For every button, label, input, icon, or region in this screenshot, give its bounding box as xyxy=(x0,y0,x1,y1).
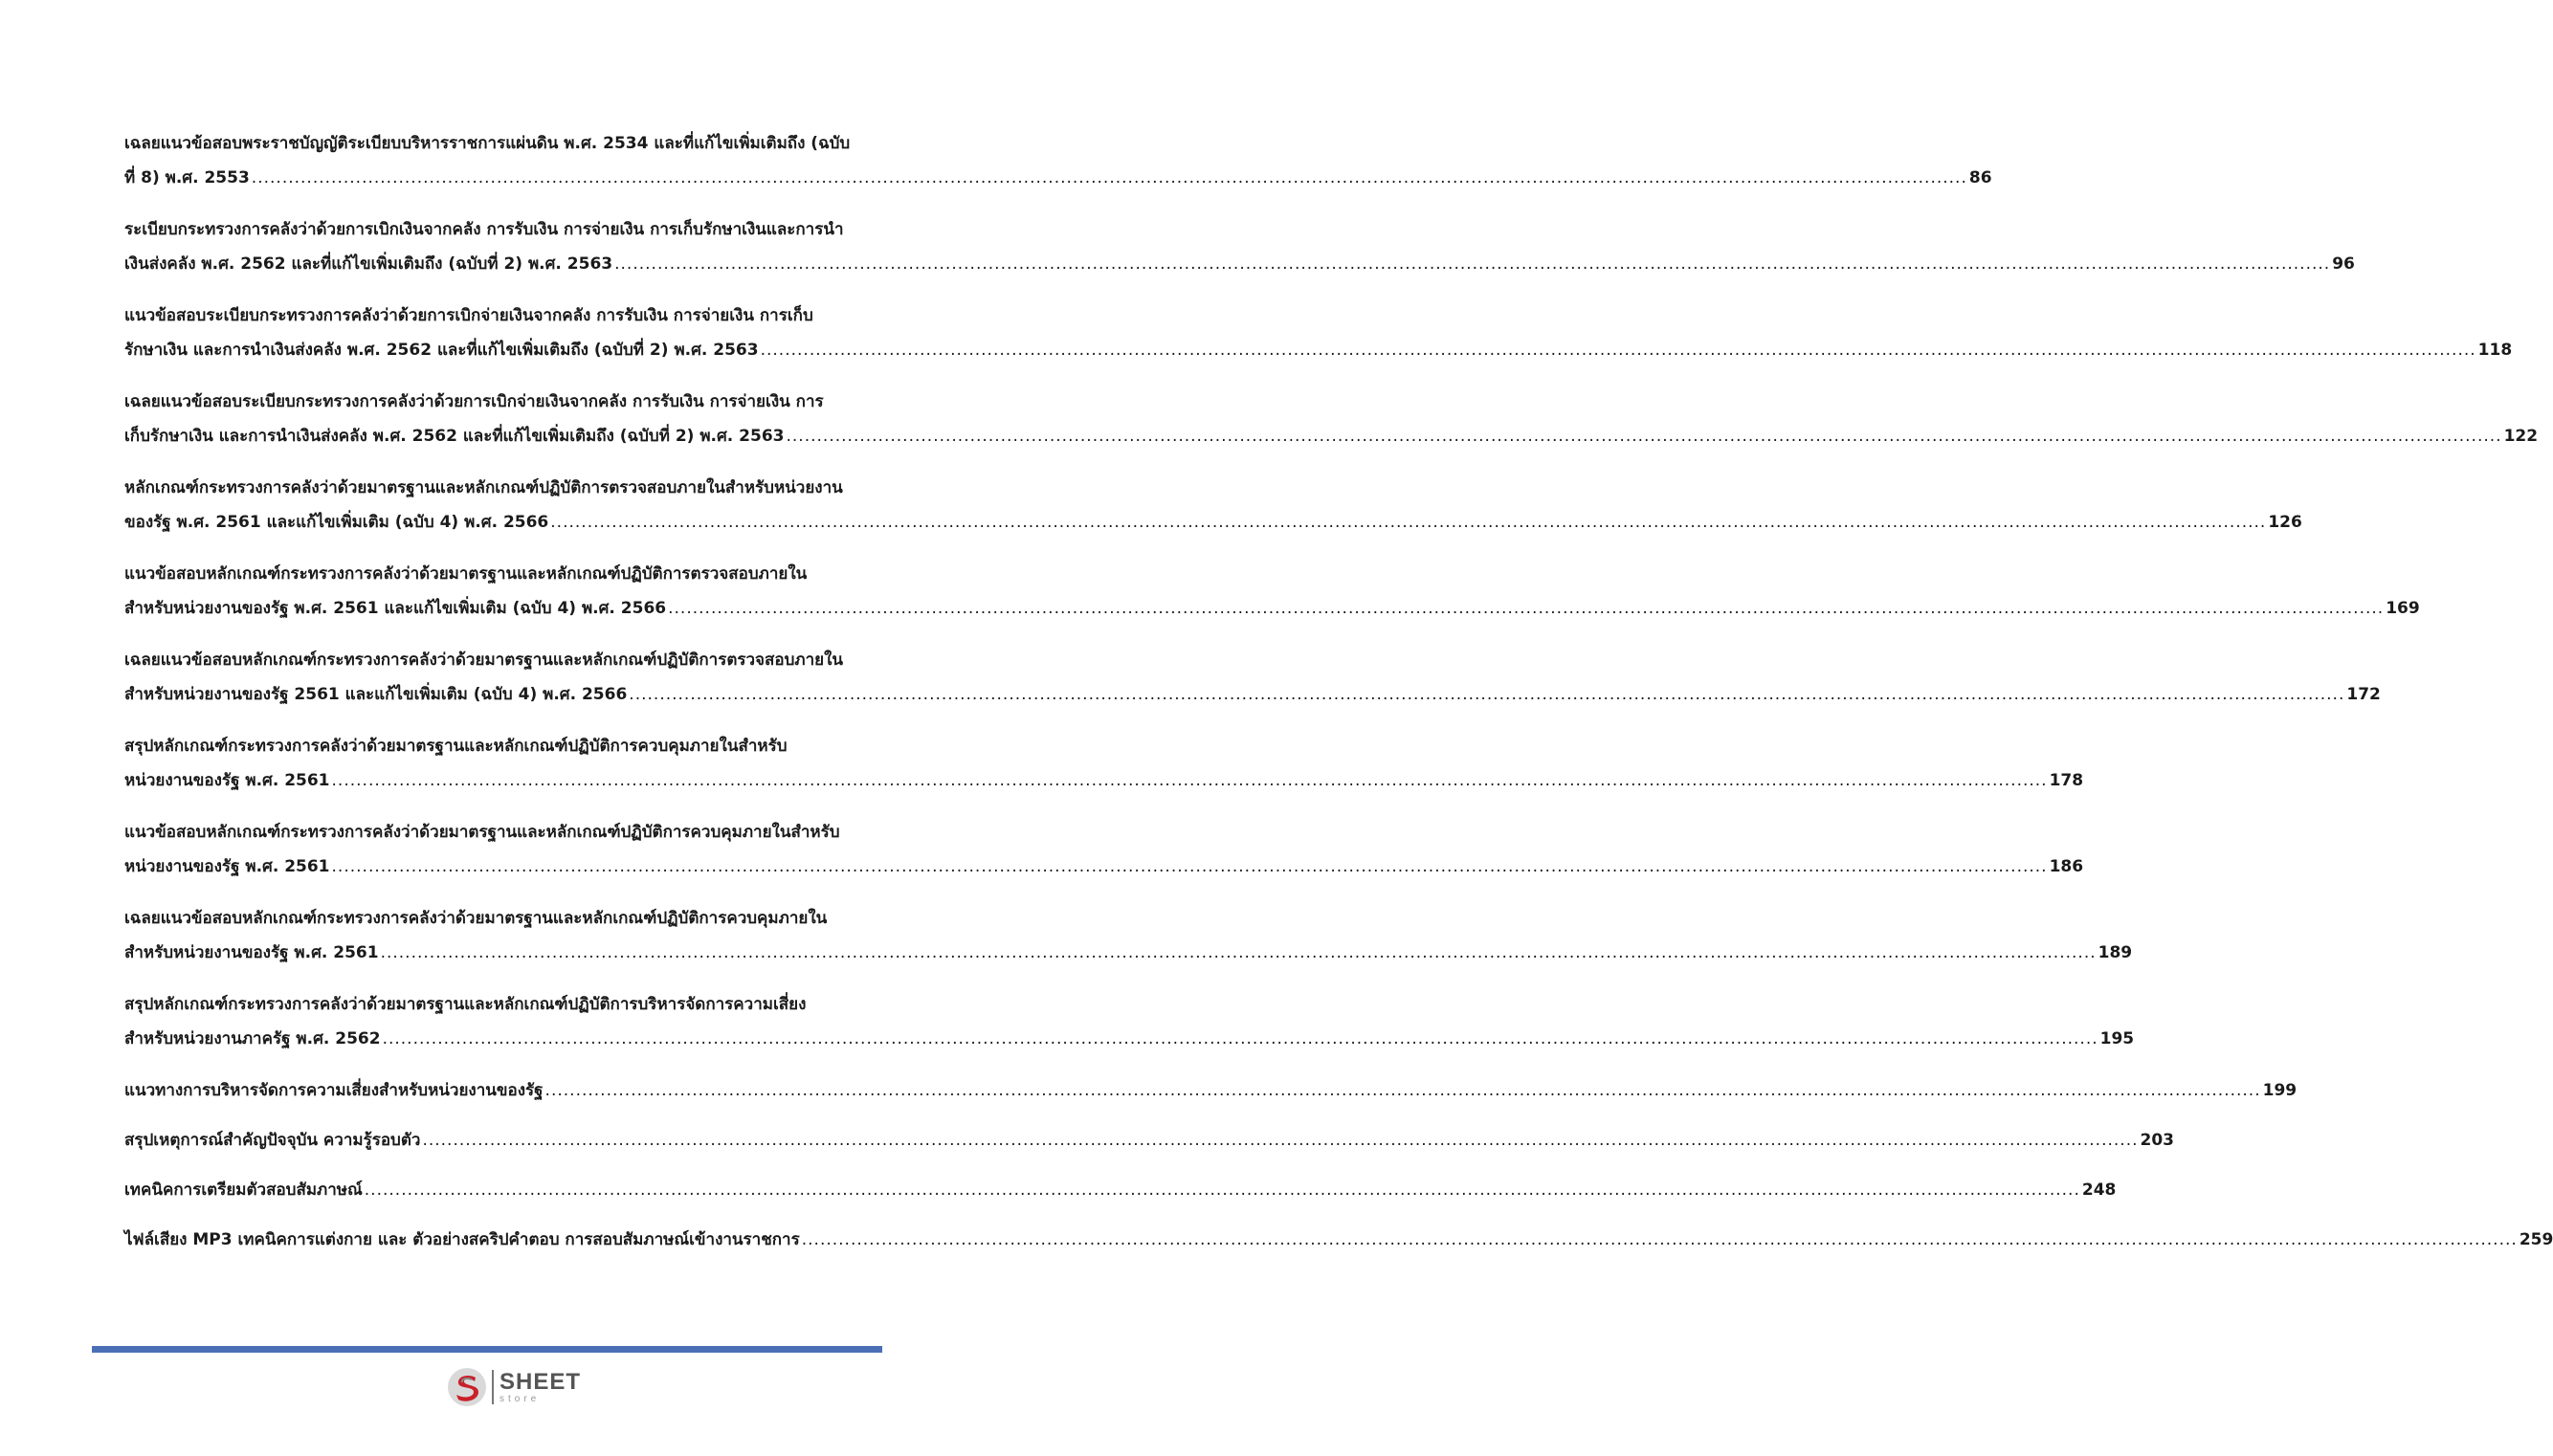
dot-leader xyxy=(761,333,2476,367)
sheet-store-s-logo-icon xyxy=(446,1366,488,1408)
dot-leader xyxy=(252,161,1967,195)
toc-entry-title-line1: ระเบียบกระทรวงการคลังว่าด้วยการเบิกเงินจากคลัง การรับเงิน การจ่ายเงิน การเก็บรักษาเงินและการนำ xyxy=(124,220,844,239)
toc-page-number: 96 xyxy=(2332,254,2355,274)
dot-leader xyxy=(365,1173,2080,1207)
toc-entry[interactable] xyxy=(124,901,2133,970)
dot-leader xyxy=(802,1223,2518,1257)
toc-entry-title: แนวทางการบริหารจัดการความเสี่ยงสำหรับหน่วยงานของรัฐ xyxy=(124,1081,544,1100)
toc-page-number: 86 xyxy=(1968,168,1992,188)
toc-entry[interactable] xyxy=(124,729,2084,798)
toc-page-number: 178 xyxy=(2049,771,2084,790)
dot-leader xyxy=(550,505,2266,540)
toc-entry[interactable] xyxy=(124,815,2084,884)
toc-page-number: 172 xyxy=(2346,685,2381,704)
toc-entry-title-line1: สรุปหลักเกณฑ์กระทรวงการคลังว่าด้วยมาตรฐานและหลักเกณฑ์ปฏิบัติการบริหารจัดการความเสี่ยง xyxy=(124,995,807,1014)
toc-entry[interactable] xyxy=(124,471,2302,540)
logo-separator xyxy=(492,1370,494,1404)
toc-page-number: 199 xyxy=(2262,1081,2298,1100)
toc-entry-title-line1: เฉลยแนวข้อสอบพระราชบัญญัติระเบียบบริหารราชการแผ่นดิน พ.ศ. 2534 และที่แก้ไขเพิ่มเติมถึง (ฉบับ xyxy=(124,134,851,153)
toc-entry[interactable] xyxy=(124,385,2539,453)
footer-rule xyxy=(92,1346,882,1353)
toc-entry-title-line1: เฉลยแนวข้อสอบหลักเกณฑ์กระทรวงการคลังว่าด้วยมาตรฐานและหลักเกณฑ์ปฏิบัติการตรวจสอบภายใน xyxy=(124,651,844,670)
dot-leader xyxy=(381,936,2097,970)
toc-entry-title-line2: หน่วยงานของรัฐ พ.ศ. 2561 xyxy=(124,771,330,790)
toc-entry-title-line2: ของรัฐ พ.ศ. 2561 และแก้ไขเพิ่มเติม (ฉบับ 4) พ.ศ. 2566 xyxy=(124,513,549,532)
toc-page-number: 118 xyxy=(2477,341,2513,360)
dot-leader xyxy=(614,247,2330,281)
dot-leader xyxy=(787,419,2502,453)
toc-entry-title: เทคนิคการเตรียมตัวสอบสัมภาษณ์ xyxy=(124,1180,363,1200)
toc-entry-title-line1: แนวข้อสอบหลักเกณฑ์กระทรวงการคลังว่าด้วยมาตรฐานและหลักเกณฑ์ปฏิบัติการตรวจสอบภายใน xyxy=(124,564,808,584)
toc-page-number: 248 xyxy=(2081,1180,2117,1200)
toc-entry-title-line1: แนวข้อสอบระเบียบกระทรวงการคลังว่าด้วยการเบิกจ่ายเงินจากคลัง การรับเงิน การจ่ายเงิน การเก็บ xyxy=(124,306,813,325)
dot-leader xyxy=(629,677,2344,712)
toc-entry-title-line2: รักษาเงิน และการนำเงินส่งคลัง พ.ศ. 2562 และที่แก้ไขเพิ่มเติมถึง (ฉบับที่ 2) พ.ศ. 2563 xyxy=(124,341,759,360)
toc-entry-title-line2: เก็บรักษาเงิน และการนำเงินส่งคลัง พ.ศ. 2562 และที่แก้ไขเพิ่มเติมถึง (ฉบับที่ 2) พ.ศ. 2563 xyxy=(124,427,785,446)
dot-leader xyxy=(422,1123,2138,1158)
toc-entry-title: สรุปเหตุการณ์สำคัญปัจจุบัน ความรู้รอบตัว xyxy=(124,1131,421,1150)
toc-page-number: 203 xyxy=(2140,1131,2175,1150)
toc-entry[interactable] xyxy=(124,1073,2298,1108)
toc-entry[interactable] xyxy=(124,1223,2553,1257)
dot-leader xyxy=(383,1022,2098,1056)
toc-entry-title-line2: หน่วยงานของรัฐ พ.ศ. 2561 xyxy=(124,857,330,876)
toc-entry-title-line2: สำหรับหน่วยงานของรัฐ พ.ศ. 2561 xyxy=(124,943,379,962)
toc-page-number: 122 xyxy=(2503,427,2539,446)
dot-leader xyxy=(668,591,2384,626)
toc-entry-title-line2: สำหรับหน่วยงานของรัฐ พ.ศ. 2561 และแก้ไขเพิ่มเติม (ฉบับ 4) พ.ศ. 2566 xyxy=(124,599,667,618)
dot-leader xyxy=(332,763,2048,798)
toc-entry[interactable] xyxy=(124,298,2513,367)
toc-entry-title-line1: เฉลยแนวข้อสอบระเบียบกระทรวงการคลังว่าด้วยการเบิกจ่ายเงินจากคลัง การรับเงิน การจ่ายเงิน การ xyxy=(124,392,824,411)
toc-page-number: 259 xyxy=(2519,1230,2553,1249)
toc-entry[interactable] xyxy=(124,557,2420,626)
toc-entry-title: ไฟล์เสียง MP3 เทคนิคการแต่งกาย และ ตัวอย่างสคริปคำตอบ การสอบสัมภาษณ์เข้างานราชการ xyxy=(124,1230,800,1249)
logo-text xyxy=(500,1368,582,1404)
toc-page-number: 186 xyxy=(2049,857,2084,876)
toc-entry-title-line2: สำหรับหน่วยงานของรัฐ 2561 และแก้ไขเพิ่มเติม (ฉบับ 4) พ.ศ. 2566 xyxy=(124,685,628,704)
toc-entry[interactable] xyxy=(124,1123,2175,1158)
toc-entry[interactable] xyxy=(124,987,2135,1056)
toc-page-number: 195 xyxy=(2099,1029,2135,1048)
toc-entry-title-line1: สรุปหลักเกณฑ์กระทรวงการคลังว่าด้วยมาตรฐานและหลักเกณฑ์ปฏิบัติการควบคุมภายในสำหรับ xyxy=(124,737,788,756)
dot-leader xyxy=(545,1073,2261,1108)
toc-entry[interactable] xyxy=(124,126,1992,195)
toc-entry-title-line1: หลักเกณฑ์กระทรวงการคลังว่าด้วยมาตรฐานและหลักเกณฑ์ปฏิบัติการตรวจสอบภายในสำหรับหน่วยงาน xyxy=(124,478,843,497)
logo-word: SHEET xyxy=(500,1368,582,1395)
toc-entry-title-line1: แนวข้อสอบหลักเกณฑ์กระทรวงการคลังว่าด้วยมาตรฐานและหลักเกณฑ์ปฏิบัติการควบคุมภายในสำหรับ xyxy=(124,823,840,842)
dot-leader xyxy=(332,849,2048,884)
toc-page-number: 126 xyxy=(2268,513,2302,532)
toc-entry[interactable] xyxy=(124,643,2381,712)
logo-subword: store xyxy=(500,1393,541,1404)
toc-page-number: 189 xyxy=(2098,943,2133,962)
toc-entry-title-line1: เฉลยแนวข้อสอบหลักเกณฑ์กระทรวงการคลังว่าด้วยมาตรฐานและหลักเกณฑ์ปฏิบัติการควบคุมภายใน xyxy=(124,909,828,928)
toc-entry[interactable] xyxy=(124,1173,2117,1207)
toc-page-number: 169 xyxy=(2386,599,2420,618)
table-of-contents xyxy=(124,126,2553,1272)
toc-entry-title-line2: เงินส่งคลัง พ.ศ. 2562 และที่แก้ไขเพิ่มเติมถึง (ฉบับที่ 2) พ.ศ. 2563 xyxy=(124,254,613,274)
toc-entry-title-line2: สำหรับหน่วยงานภาครัฐ พ.ศ. 2562 xyxy=(124,1029,381,1048)
toc-entry-title-line2: ที่ 8) พ.ศ. 2553 xyxy=(124,168,250,188)
toc-entry[interactable] xyxy=(124,212,2355,281)
sheet-store-logo xyxy=(446,1365,581,1409)
